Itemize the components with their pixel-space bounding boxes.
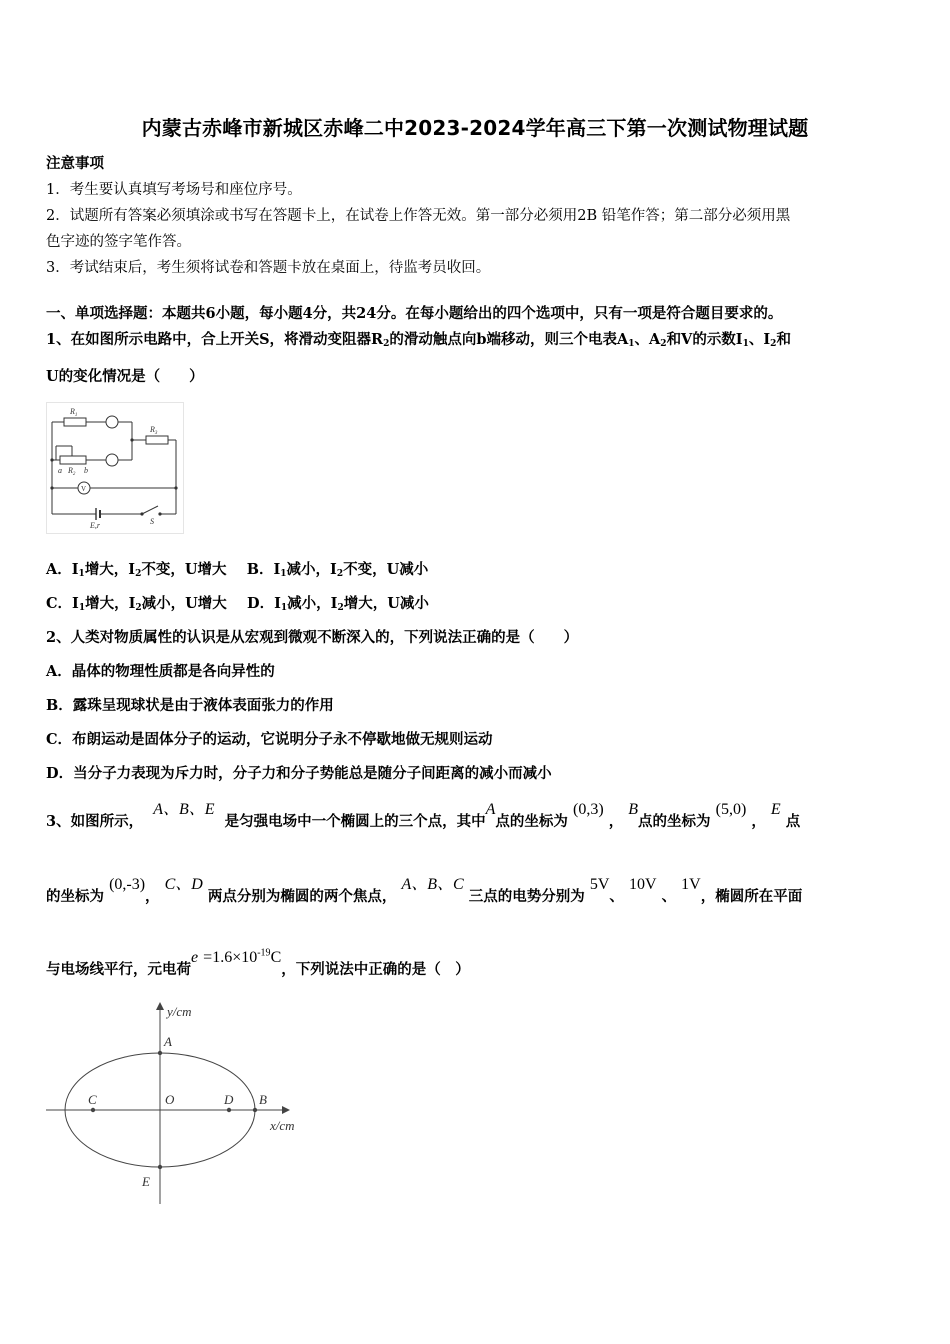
math-a: A	[485, 801, 496, 818]
label-b: b	[84, 466, 88, 475]
q1-option-d: D．$I_1$减小，$I_2$增大，U减小	[247, 595, 429, 613]
math-b: B	[628, 801, 639, 818]
ammeter-a2	[106, 454, 118, 466]
ammeter-a1	[106, 416, 118, 428]
potential-b: 10V	[628, 876, 657, 893]
q3-stem-line2: 的坐标为 (0,-3)， C、D 两点分别为椭圆的两个焦点， A、B、C 三点的电势分别为 5V、 10V 、 1V，椭圆所在平面	[46, 876, 803, 905]
q3-stem-line1: 3、如图所示， A、B、E 是匀强电场中一个椭圆上的三个点，其中A点的坐标为 (0,3) ， B点的坐标为 (5,0) ， E 点	[46, 801, 801, 830]
notice-item-1: 1．考生要认真填写考场号和座位序号。	[46, 182, 302, 198]
q2-option-d: D．当分子力表现为斥力时，分子力和分子势能总是随分子间距离的减小而减小	[46, 765, 552, 782]
math-e-point: E	[770, 801, 781, 818]
q1-circuit-figure	[46, 402, 184, 534]
q1-sub: 1	[742, 339, 749, 349]
label-x-axis: x/cm	[270, 1118, 295, 1133]
q1-options-ab	[46, 558, 428, 579]
q1-sub: 2	[770, 339, 777, 349]
r2-rheostat	[60, 456, 86, 464]
potential-c: 1V	[681, 876, 701, 893]
notice-heading: 注意事项	[46, 155, 104, 172]
r3-resistor	[146, 436, 168, 444]
notice-item-2: 2．试题所有答案必须填涂或书写在答题卡上，在试卷上作答无效。第一部分必须用2B 铅笔作答；第二部分必须用黑	[46, 208, 791, 224]
label-y-axis: y/cm	[167, 1004, 192, 1019]
q1-text: 、I	[748, 331, 771, 348]
label-v: V	[81, 485, 87, 493]
q1-stem-line2: U的变化情况是（ ）	[46, 368, 204, 385]
math-abe: A、B、E	[153, 801, 215, 818]
x-axis-arrow	[282, 1106, 290, 1114]
q3-stem-line3: 与电场线平行，元电荷$e =1.6\times 10^{-19}C$，下列说法中正确的是（ ）	[46, 947, 470, 978]
math-e-charge: e	[191, 949, 199, 966]
q2-option-a: A．晶体的物理性质都是各向异性的	[46, 663, 275, 680]
coord-e: (0,-3)	[109, 876, 146, 893]
q2-option-c: C．布朗运动是固体分子的运动，它说明分子永不停歇地做无规则运动	[46, 731, 493, 748]
q1-stem	[46, 328, 791, 349]
q2-stem: 2、人类对物质属性的认识是从宏观到微观不断深入的，下列说法正确的是（ ）	[46, 629, 579, 646]
q1-sub: 1	[628, 339, 635, 349]
r1-resistor	[64, 418, 86, 426]
label-r3: $R_3$	[150, 425, 158, 436]
q1-sub: 2	[660, 339, 667, 349]
point-c	[91, 1108, 95, 1112]
q1-text: 1、在如图所示电路中，合上开关S，将滑动变阻器R	[46, 331, 384, 348]
page-title: 内蒙古赤峰市新城区赤峰二中2023-2024学年高三下第一次测试物理试题	[141, 116, 809, 140]
coord-b: (5,0)	[715, 801, 747, 818]
q1-option-c: C．$I_1$增大，$I_2$减小，U增大	[46, 595, 227, 613]
label-a: a	[58, 466, 62, 475]
q2-option-b: B．露珠呈现球状是由于液体表面张力的作用	[46, 697, 334, 714]
label-s: S	[150, 517, 154, 526]
label-d: D	[224, 1092, 234, 1107]
point-d	[227, 1108, 231, 1112]
label-b: B	[259, 1092, 267, 1107]
point-a	[158, 1051, 162, 1055]
label-o: O	[165, 1092, 175, 1107]
q1-text: 和V的示数I	[666, 331, 743, 348]
q1-text: 、A	[634, 331, 661, 348]
point-b	[253, 1108, 257, 1112]
math-cd: C、D	[164, 876, 203, 893]
q3-ellipse-figure	[40, 1000, 320, 1210]
q1-text: 的滑动触点向b端移动，则三个电表A	[389, 331, 629, 348]
q1-text: 和	[776, 331, 791, 348]
section-heading: 一、单项选择题：本题共6小题，每小题4分，共24分。在每小题给出的四个选项中，只有一项是符合题目要求的。	[46, 305, 783, 322]
label-e: E	[142, 1174, 150, 1189]
label-c: C	[88, 1092, 97, 1107]
notice-item-2-cont: 色字迹的签字笔作答。	[46, 234, 191, 250]
y-axis-arrow	[156, 1002, 164, 1010]
charge-value: $=1.6\times 10^{-19}C$	[203, 947, 282, 966]
point-e	[158, 1165, 162, 1169]
label-r2: $R_2$	[68, 466, 76, 477]
label-a: A	[164, 1034, 172, 1049]
q1-option-b: B．$I_1$减小，$I_2$不变，U减小	[246, 561, 429, 579]
label-r1: $R_1$	[70, 407, 78, 418]
notice-item-3: 3．考试结束后，考生须将试卷和答题卡放在桌面上，待监考员收回。	[46, 260, 491, 276]
math-abc: A、B、C	[401, 876, 464, 893]
q1-option-a: A．$I_1$增大，$I_2$不变，U增大	[46, 561, 227, 579]
coord-a: (0,3)	[572, 801, 604, 818]
label-er: E,r	[90, 521, 100, 530]
q1-sub: 2	[383, 339, 390, 349]
potential-a: 5V	[589, 876, 610, 893]
q1-options-cd	[46, 592, 429, 613]
